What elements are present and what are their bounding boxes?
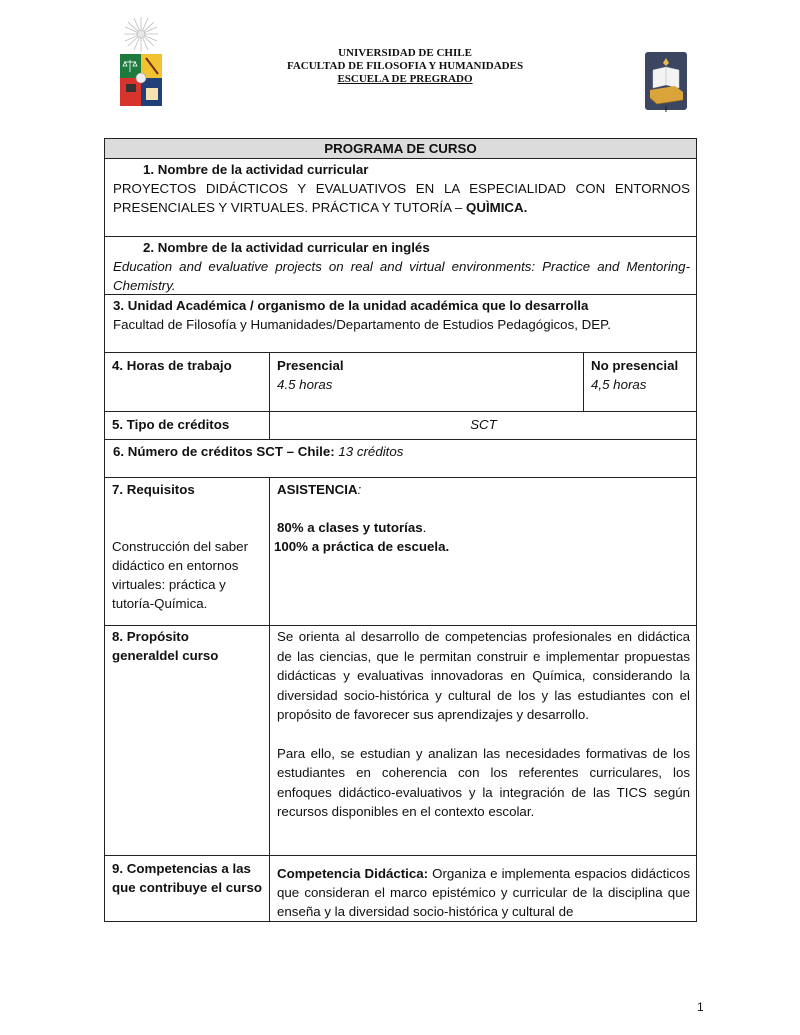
page-number: 1: [697, 1000, 704, 1014]
section-4-label: 4. Horas de trabajo: [112, 358, 232, 373]
section-1-text-bold: QUÌMICA.: [466, 200, 528, 215]
section-2-text: Education and evaluative projects on real and virtual environments: Practice and Mentoring- Chemistry.: [113, 259, 690, 293]
university-name: UNIVERSIDAD DE CHILE: [338, 47, 472, 59]
credit-type-value: SCT: [470, 417, 497, 432]
university-header: [250, 47, 560, 86]
section-2-label: 2. Nombre de la actividad curricular en inglés: [143, 240, 430, 255]
section-6-label: 6. Número de créditos SCT – Chile:: [113, 444, 335, 459]
purpose-paragraph-2: Para ello, se estudian y analizan las necesidades formativas de los estudiantes en coherencia con los referentes curriculares, los enfoques didáctico-evaluativos y la integración de las TICS según recursos disponibles en el contexto escolar.: [277, 745, 690, 819]
university-crest-logo: [118, 14, 164, 108]
course-program-table: [104, 138, 697, 922]
asistencia-colon: :: [357, 482, 362, 497]
section-9-label: 9. Competencias a las que contribuye el curso: [112, 861, 262, 895]
section-1-text: [113, 179, 690, 217]
section-5-label: 5. Tipo de créditos: [112, 417, 230, 432]
section-8-label-1: 8. Propósito: [112, 629, 189, 644]
section-6-value: 13 créditos: [338, 444, 404, 459]
section-1-text-main: PROYECTOS DIDÁCTICOS Y EVALUATIVOS EN LA ESPECIALIDAD CON ENTORNOS PRESENCIALES Y VIRTUALES. PRÁCTICA Y TUTORÍA –: [113, 181, 690, 215]
section-8-label-2: generaldel curso: [112, 648, 219, 663]
presencial-label: Presencial: [277, 358, 344, 373]
section-9-competencies: [105, 855, 696, 921]
section-7-requirements: [105, 477, 696, 625]
section-8-purpose: [105, 625, 696, 855]
section-3-academic-unit: [105, 294, 696, 352]
section-2-english-name: [105, 236, 696, 294]
section-7-label: 7. Requisitos: [112, 482, 195, 497]
section-1-label: 1. Nombre de la actividad curricular: [143, 162, 369, 177]
presencial-value: 4.5 horas: [277, 377, 333, 392]
no-presencial-value: 4,5 horas: [591, 377, 647, 392]
table-title: PROGRAMA DE CURSO: [324, 141, 477, 156]
competencia-text: Organiza e implementa espacios didácticos que consideran el marco epistémico y curricular de la disciplina que enseña y la diversidad socio-histórica y cultural de: [277, 866, 690, 919]
section-1-activity-name: [105, 158, 696, 236]
section-3-text: Facultad de Filosofía y Humanidades/Departamento de Estudios Pedagógicos, DEP.: [113, 317, 611, 332]
faculty-name: FACULTAD DE FILOSOFIA Y HUMANIDADES: [286, 60, 524, 72]
asistencia-label: ASISTENCIA: [277, 482, 358, 497]
faculty-book-logo: [645, 52, 687, 112]
table-title-row: [105, 139, 696, 158]
purpose-paragraph-1: Se orienta al desarrollo de competencias profesionales en didáctica de las ciencias, que le permitan construir e implementar propuestas didácticas y evaluativas innovadoras en Química, considerando la diversidad socio-histórica y cultural de los y las estudiantes con el propósito de favorecer sus aprendizajes y desarrollo.: [277, 629, 690, 722]
school-name: ESCUELA DE PREGRADO: [337, 73, 473, 85]
no-presencial-label: No presencial: [591, 358, 679, 373]
attendance-classes-end: .: [422, 520, 427, 535]
section-6-credit-count: [105, 439, 696, 477]
section-3-label: 3. Unidad Académica / organismo de la unidad académica que lo desarrolla: [113, 298, 589, 313]
attendance-school-practice: 100% a práctica de escuela.: [274, 539, 450, 554]
competencia-label: Competencia Didáctica:: [277, 866, 429, 881]
prerequisite-course: Construcción del saber didáctico en entornos virtuales: práctica y tutoría-Química.: [112, 539, 248, 611]
section-4-work-hours: [105, 352, 696, 411]
attendance-classes: 80% a clases y tutorías: [277, 520, 423, 535]
section-5-credit-type: [105, 411, 696, 439]
